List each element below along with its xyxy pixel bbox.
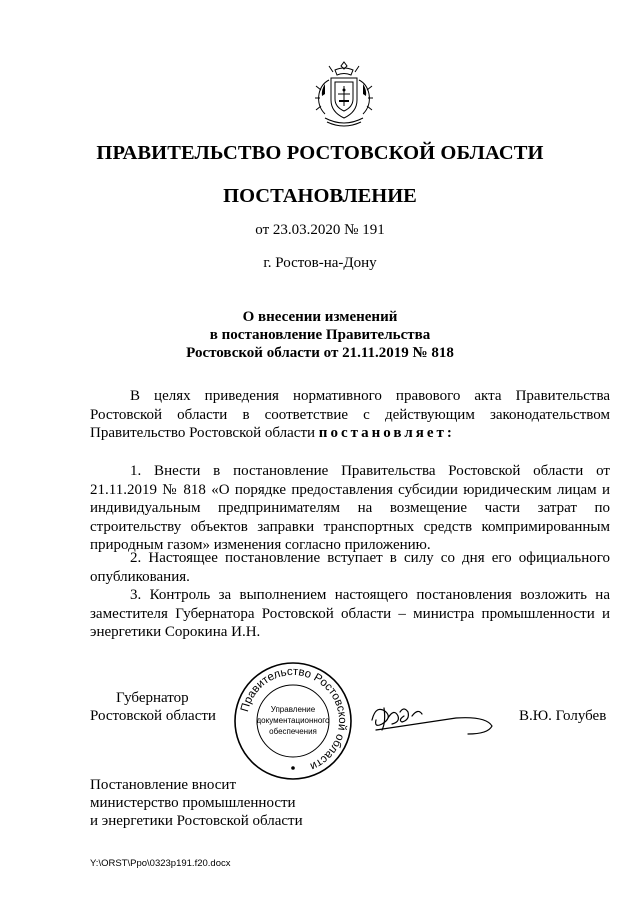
stamp-center-line: документационного	[256, 716, 330, 725]
item-1-text: 1. Внести в постановление Правительства Ростовской области от 21.11.2019 № 818 «О порядке предоставления субсидии юридическим лицам и индивидуальным предпринимателям на возмещение части затрат по строительству объектов заправки транспортных средств компримированным природным газом» изменения согласно приложению.	[90, 463, 610, 553]
signatory-region: Ростовской области	[90, 708, 216, 724]
signatory-position: Губернатор	[116, 690, 189, 706]
item-3-text: 3. Контроль за выполнением настоящего постановления возложить на заместителя Губернатора Ростовской области – министра промышленности и энергетики Сорокина И.Н.	[90, 587, 610, 640]
stamp-center-line: обеспечения	[269, 727, 317, 736]
document-date-number: от 23.03.2020 № 191	[255, 222, 385, 238]
coat-of-arms-emblem	[313, 60, 375, 128]
stamp-ring-text: Правительство Ростовской области	[238, 665, 349, 773]
official-stamp	[232, 660, 354, 782]
file-path-footer: Y:\ORST\Ppo\0323p191.f20.docx	[90, 858, 231, 869]
signatory-name: В.Ю. Голубев	[519, 708, 607, 724]
resolves-word: постановляет:	[318, 425, 455, 441]
submitted-by-line: и энергетики Ростовской области	[90, 813, 303, 829]
preamble-text: В целях приведения нормативного правового акта Правительства Ростовской области в соответствие с действующим законодательством Правительство Ростовской области	[90, 388, 610, 441]
subject-line: в постановление Правительства	[209, 327, 431, 343]
preamble-paragraph	[90, 387, 610, 443]
item-2-paragraph	[90, 549, 610, 586]
government-title: ПРАВИТЕЛЬСТВО РОСТОВСКОЙ ОБЛАСТИ	[96, 142, 544, 164]
item-2-text: 2. Настоящее постановление вступает в силу со дня его официального опубликования.	[90, 550, 610, 585]
item-1-paragraph	[90, 462, 610, 555]
submitted-by-block	[90, 776, 303, 830]
submitted-by-line: Постановление вносит	[90, 777, 237, 793]
submitted-by-line: министерство промышленности	[90, 795, 296, 811]
handwritten-signature	[366, 690, 496, 740]
item-3-paragraph	[90, 586, 610, 642]
document-subject	[0, 308, 640, 362]
document-city: г. Ростов-на-Дону	[263, 255, 377, 271]
document-type: ПОСТАНОВЛЕНИЕ	[223, 185, 417, 207]
subject-line: Ростовской области от 21.11.2019 № 818	[186, 345, 454, 361]
stamp-center-line: Управление	[270, 705, 316, 714]
subject-line: О внесении изменений	[242, 309, 398, 325]
